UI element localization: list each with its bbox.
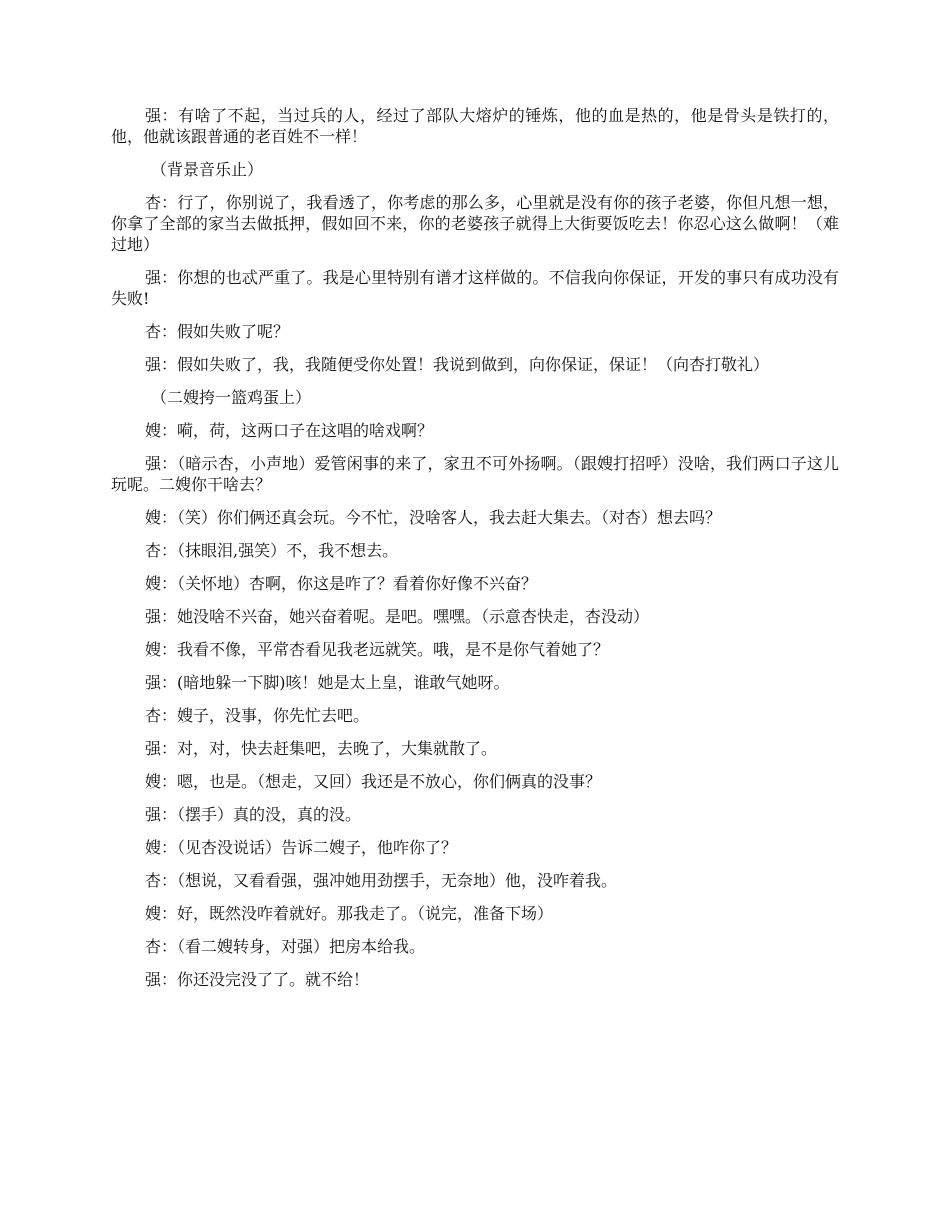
dialogue-line: 杏：行了，你别说了，我看透了，你考虑的那么多，心里就是没有你的孩子老婆，你但凡想一想，你拿了全部的家当去做抵押，假如回不来，你的老婆孩子就得上大街要饭吃去！你忍心这么做啊！（难过地）: [111, 193, 839, 254]
dialogue-line: 嫂：我看不像，平常杏看见我老远就笑。哦，是不是你气着她了？: [145, 640, 610, 659]
dialogue-line: 强：假如失败了，我，我随便受你处置！我说到做到，向你保证，保证！（向杏打敬礼）: [145, 355, 770, 374]
dialogue-line: 强：（暗示杏，小声地）爱管闲事的来了，家丑不可外扬啊。（跟嫂打招呼）没啥，我们两口子这儿玩呢。二嫂你干啥去？: [111, 454, 839, 494]
dialogue-line: 嫂：嗬，荷，这两口子在这唱的啥戏啊？: [145, 421, 434, 440]
dialogue-line: 强：（摆手）真的没，真的没。: [145, 805, 362, 824]
dialogue-line: 嫂：嗯，也是。（想走，又回）我还是不放心，你们俩真的没事？: [145, 772, 602, 791]
dialogue-line: 杏：（想说，又看看强，强冲她用劲摆手，无奈地）他，没咋着我。: [145, 871, 618, 890]
dialogue-line: 强：你想的也忒严重了。我是心里特别有谱才这样做的。不信我向你保证，开发的事只有成功没有失败!: [111, 268, 839, 308]
dialogue-line: 强：对，对，快去赶集吧，去晚了，大集就散了。: [145, 739, 498, 758]
dialogue-line: 杏：（抹眼泪,强笑）不，我不想去。: [145, 541, 399, 560]
dialogue-line: 嫂：（见杏没说话）告诉二嫂子，他咋你了？: [145, 838, 458, 857]
dialogue-line: 嫂：（关怀地）杏啊，你这是咋了？看着你好像不兴奋？: [145, 574, 538, 593]
dialogue-line: 嫂：好，既然没咋着就好。那我走了。（说完，准备下场）: [145, 904, 554, 923]
dialogue-line: 嫂：（笑）你们俩还真会玩。今不忙，没啥客人，我去赶大集去。（对杏）想去吗？: [145, 508, 722, 527]
stage-direction: （背景音乐止）: [151, 160, 264, 179]
dialogue-line: 杏：假如失败了呢？: [145, 322, 290, 341]
dialogue-line: 强：(暗地躲一下脚)咳！她是太上皇，谁敢气她呀。: [145, 673, 510, 692]
script-body: [111, 105, 839, 1002]
dialogue-line: 杏：嫂子，没事，你先忙去吧。: [145, 706, 370, 725]
dialogue-line: 杏：（看二嫂转身，对强）把房本给我。: [145, 937, 426, 956]
dialogue-line: 强：有啥了不起，当过兵的人，经过了部队大熔炉的锤炼，他的血是热的，他是骨头是铁打的，他，他就该跟普通的老百姓不一样！: [111, 106, 839, 146]
dialogue-line: 强：你还没完没了了。就不给！: [145, 970, 370, 989]
dialogue-line: 强：她没啥不兴奋，她兴奋着呢。是吧。嘿嘿。（示意杏快走，杏没动）: [145, 607, 650, 626]
stage-direction: （二嫂挎一篮鸡蛋上）: [151, 388, 312, 407]
